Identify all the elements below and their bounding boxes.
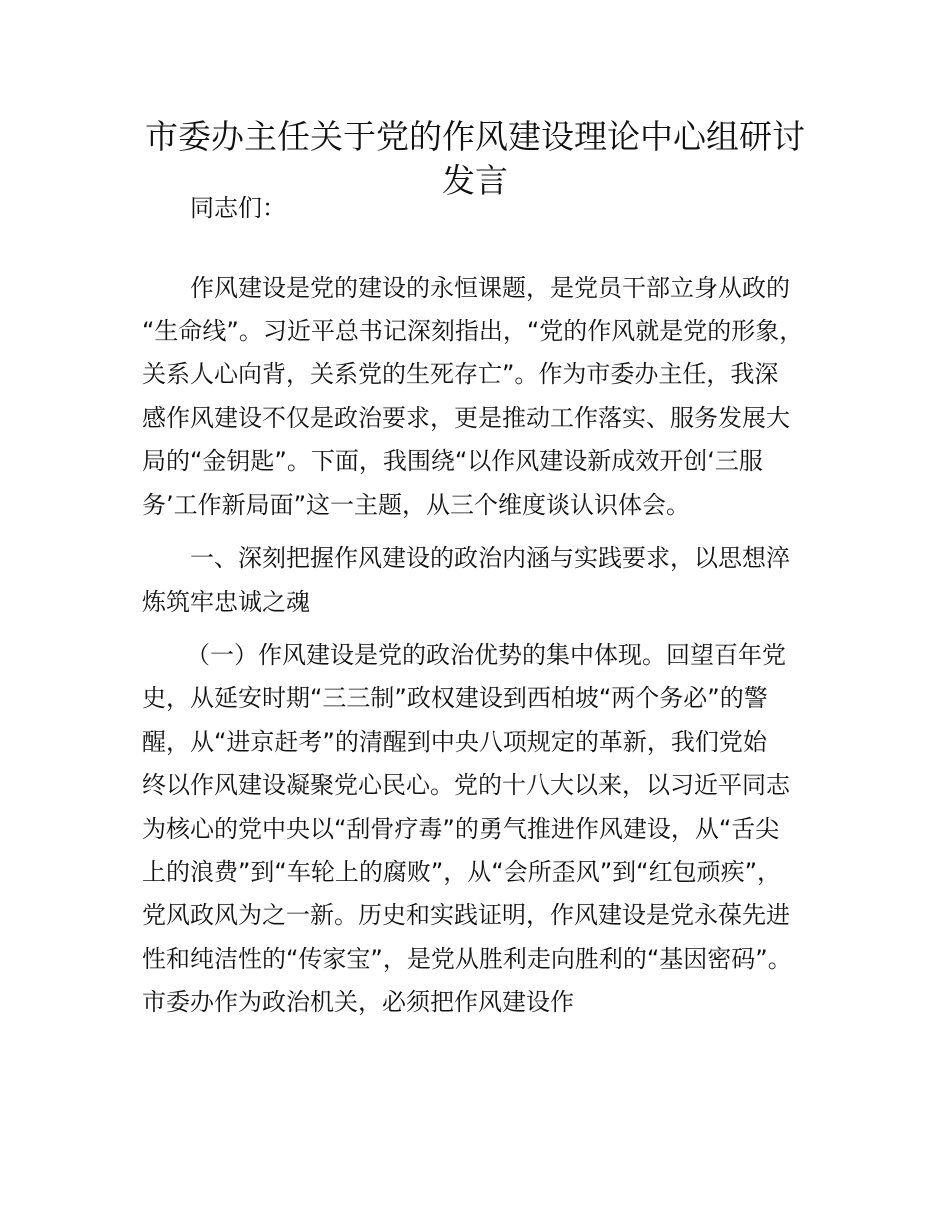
paragraph-1-line-5: 局的“金钥匙”。下面，我围绕“以作风建设新成效开创‘三服 — [142, 447, 763, 475]
paragraph-3-line-1: （一）作风建设是党的政治优势的集中体现。回望百年党 — [186, 641, 786, 669]
paragraph-3-line-4: 终以作风建设凝聚党心民心。党的十八大以来，以习近平同志 — [142, 771, 790, 799]
paragraph-3-line-9: 市委办作为政治机关，必须把作风建设作 — [142, 988, 574, 1016]
paragraph-3-line-6: 上的浪费”到“车轮上的腐败”，从“会所歪风”到“红包顽疾”， — [142, 858, 782, 886]
document-title-line-1: 市委办主任关于党的作风建设理论中心组研讨 — [145, 117, 805, 156]
paragraph-1-line-3: 关系人心向背，关系党的生死存亡”。作为市委办主任，我深 — [142, 360, 779, 388]
paragraph-1-line-2: “生命线”。习近平总书记深刻指出，“党的作风就是党的形象， — [142, 317, 804, 345]
paragraph-3-line-7: 党风政风为之一新。历史和实践证明，作风建设是党永葆先进 — [142, 901, 790, 929]
paragraph-3-line-5: 为核心的党中央以“刮骨疗毒”的勇气推进作风建设，从“舌尖 — [142, 815, 780, 843]
paragraph-3-line-3: 醒，从“进京赶考”的清醒到中央八项规定的革新，我们党始 — [142, 728, 767, 756]
paragraph-1-line-4: 感作风建设不仅是政治要求，更是推动工作落实、服务发展大 — [142, 404, 790, 432]
salutation: 同志们： — [190, 194, 286, 222]
paragraph-3-line-8: 性和纯洁性的“传家宝”，是党从胜利走向胜利的“基因密码”。 — [142, 945, 792, 973]
section-heading-line-1: 一、深刻把握作风建设的政治内涵与实践要求，以思想淬 — [190, 544, 790, 572]
document-title-line-2: 发言 — [442, 161, 508, 200]
paragraph-1-line-1: 作风建设是党的建设的永恒课题，是党员干部立身从政的 — [190, 274, 790, 302]
section-heading-line-2: 炼筑牢忠诚之魂 — [142, 588, 310, 616]
paragraph-3-line-2: 史，从延安时期“三三制”政权建设到西柏坡“两个务必”的警 — [142, 684, 768, 712]
paragraph-1-line-6: 务’工作新局面”这一主题，从三个维度谈认识体会。 — [142, 491, 691, 519]
